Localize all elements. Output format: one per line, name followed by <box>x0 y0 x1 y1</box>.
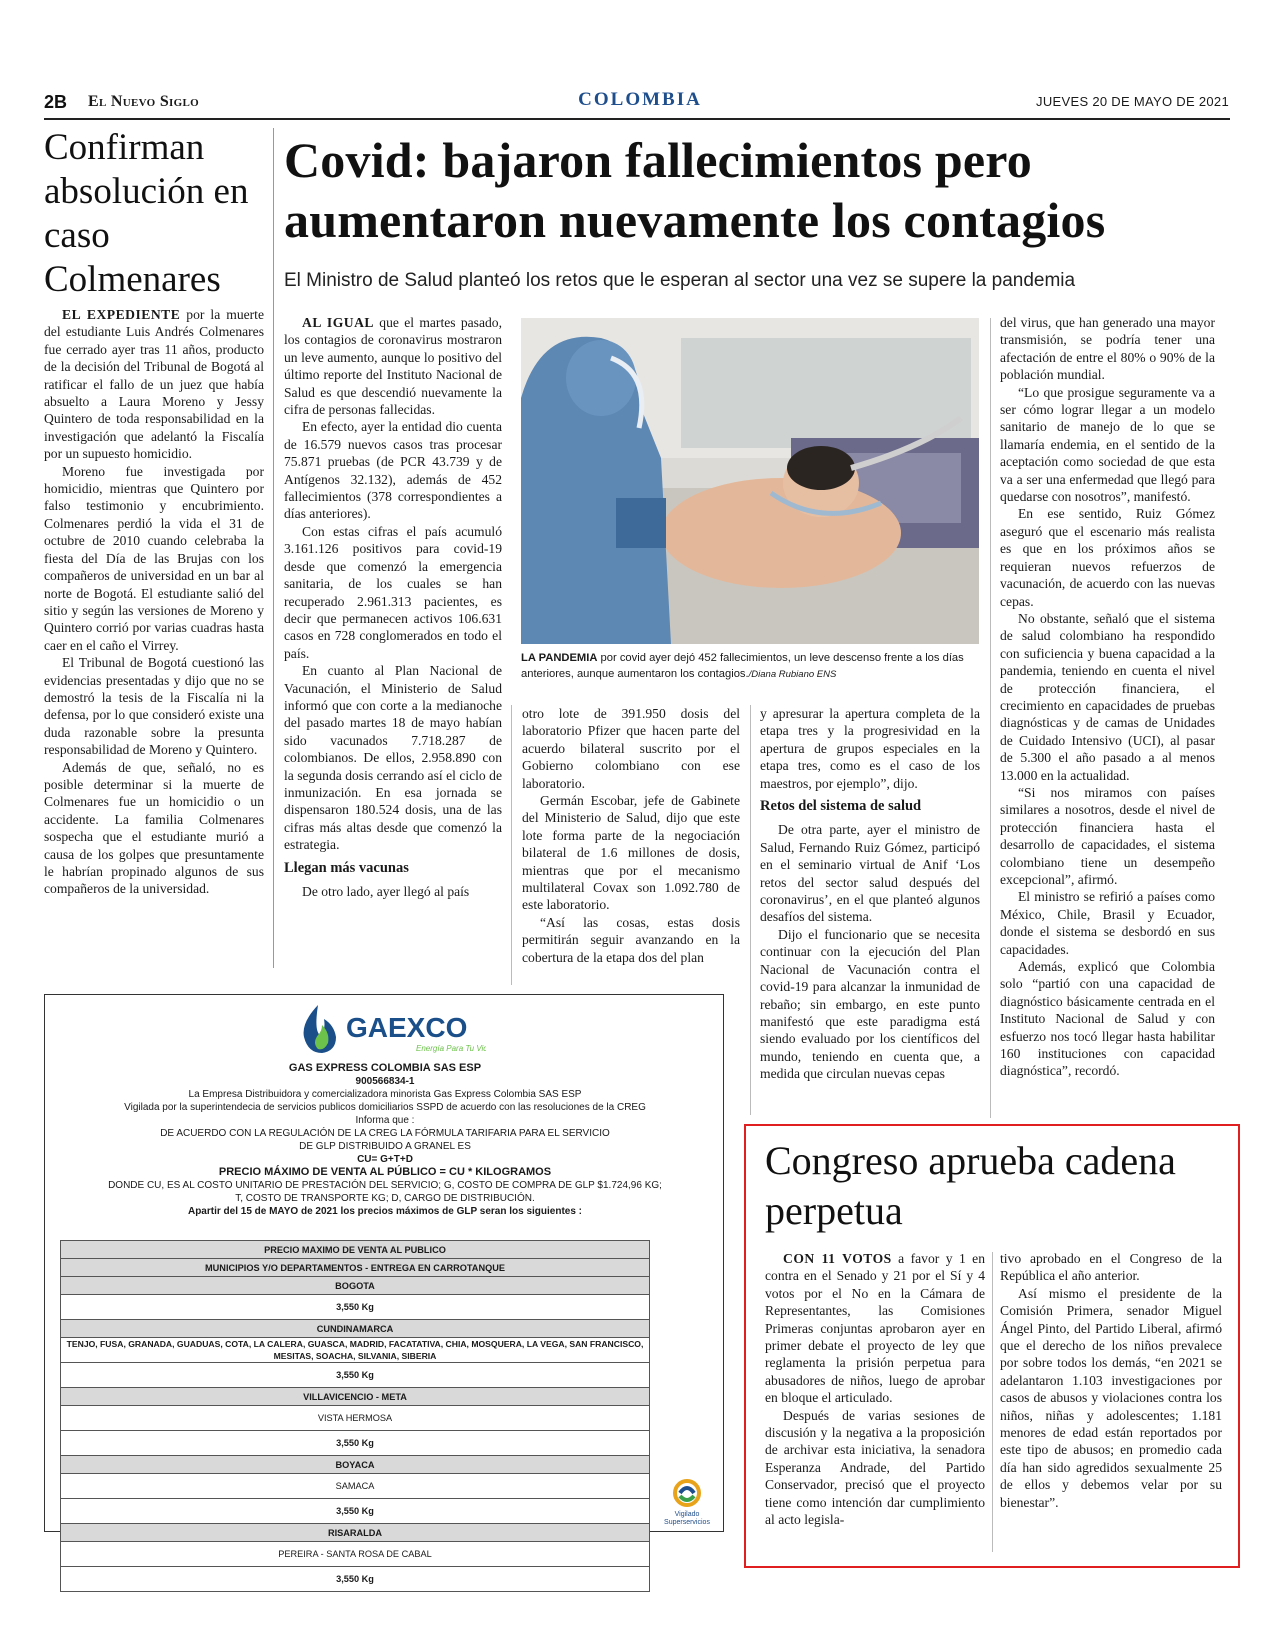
ad-price-formula: PRECIO MÁXIMO DE VENTA AL PÚBLICO = CU * KILOGRAMOS <box>218 1166 552 1178</box>
main-subhead-retos: Retos del sistema de salud <box>760 798 922 815</box>
main-c3-p2: De otra parte, ayer el ministro de Salud, Fernando Ruiz Gómez, participó en el seminario virtual de Anif ‘Los retos del sector salud después del coronavirus’, en el que planteó algunos desafíos del sistema. <box>760 822 980 925</box>
main-c1-p2: En efecto, ayer la entidad dio cuenta de 16.579 nuevos casos tras procesar 75.871 pruebas (de PCR 43.739 y de Antígenos 32.132), además de 452 fallecimientos (378 correspondientes a días anteriores). <box>284 419 502 522</box>
ad-formula: CU= G+T+D <box>357 1154 413 1165</box>
congreso-headline: Congreso aprueba cadena perpetua <box>765 1138 1176 1233</box>
photo-caption <box>521 650 981 683</box>
ad-company: GAS EXPRESS COLOMBIA SAS ESP <box>288 1062 482 1074</box>
ad-line: Apartir del 15 de MAYO de 2021 los precios máximos de GLP seran los siguientes : <box>187 1206 583 1217</box>
main-subhead-vacunas: Llegan más vacunas <box>284 859 409 876</box>
congreso-p3: tivo aprobado en el Congreso de la República el año anterior. <box>1000 1251 1222 1284</box>
main-c2-p1: otro lote de 391.950 dosis del laboratorio Pfizer que hacen parte del acuerdo bilateral suscrito por el Gobierno colombiano con ese laboratorio. <box>522 706 740 791</box>
congreso-column-2 <box>1000 1250 1222 1511</box>
ad-line: Vigilada por la superintendecia de servicios publicos domiciliarios SSPD de acuerdo con las resoluciones de la CREG <box>124 1102 646 1113</box>
page-number: 2B <box>44 92 68 112</box>
column-divider <box>750 705 751 1115</box>
main-c4-p6: El ministro se refirió a países como México, Chile, Brasil y Ecuador, donde el sistema se desbordó en sus capacidades. <box>1000 889 1215 957</box>
main-c1-p3: Con estas cifras el país acumuló 3.161.126 positivos para covid-19 desde que comenzó la emergencia sanitaria, de los cuales se han recuperado 2.961.313 pacientes, es decir que permanecen activos 106.631 casos en 728 conglomerados en todo el país. <box>284 523 502 661</box>
caption-credit: /Diana Rubiano ENS <box>748 669 837 680</box>
ad-tagline: Energía Para Tu Vida <box>416 1044 486 1053</box>
table-row: RISARALDA <box>61 1524 650 1542</box>
table-row: PEREIRA - SANTA ROSA DE CABAL <box>61 1542 650 1567</box>
main-column-4 <box>1000 314 1215 1080</box>
table-row: 3,550 Kg <box>61 1363 650 1388</box>
main-c3-p3: Dijo el funcionario que se necesita continuar con la ejecución del Plan Nacional de Vacunación contra el covid-19 para alcanzar la inmunidad de rebaño; sin embargo, en este punto manifestó que este paradigma está siendo evaluado por los científicos del mundo, teniendo en cuenta que, a medida que circulan nuevas cepas <box>760 926 980 1082</box>
table-row: SAMACA <box>61 1474 650 1499</box>
left-story-lead: EL EXPEDIENTE <box>62 307 181 322</box>
photo-illustration <box>521 318 979 644</box>
ad-header-text <box>60 1062 710 1218</box>
congreso-p4: Así mismo el presidente de la Comisión Primera, senador Miguel Ángel Pinto, del Partido Liberal, afirmó que el derecho de los niños prevalece por sobre todos los demás, “en 2021 se adelantaron 1.103 investigaciones por casos de abusos y violaciones contra los niños, niñas y adolescentes; 1.181 menores de edad están reportados por este tipo de abusos; en promedio cada día han sido agredidos sexualmente 25 de ellos y debemos velar por su bienestar”. <box>1000 1285 1222 1510</box>
main-c1-p5: De otro lado, ayer llegó al país <box>302 884 470 899</box>
congreso-p2: Después de varias sesiones de discusión y la negativa a la proposición de archivar esta iniciativa, la senadora Esperanza Andrade, del Partido Conservador, precisó que el proyecto tiene como intención dar cumplimiento al acto legisla- <box>765 1407 985 1528</box>
price-table <box>60 1240 650 1592</box>
table-row: 3,550 Kg <box>61 1295 650 1320</box>
table-header: MUNICIPIOS Y/O DEPARTAMENTOS - ENTREGA EN CARROTANQUE <box>61 1259 650 1277</box>
congreso-lead: CON 11 VOTOS <box>783 1251 892 1266</box>
column-divider <box>992 1252 993 1552</box>
issue-date: JUEVES 20 DE MAYO DE 2021 <box>1036 94 1229 109</box>
main-c1-p4: En cuanto al Plan Nacional de Vacunación, el Ministerio de Salud informó que con corte a la medianoche del pasado martes 18 de mayo habían sido vacunados 7.718.287 de colombianos. De ellos, 2.958.890 con la segunda dosis cerrando así el ciclo de inmunización. En esa jornada se dispensaron 180.524 dosis, una de las cifras más altas desde que comenzó la estrategia. <box>284 663 502 853</box>
newspaper-name: El Nuevo Siglo <box>88 93 199 110</box>
flame-icon <box>296 1001 486 1057</box>
table-row: VISTA HERMOSA <box>61 1406 650 1431</box>
column-divider <box>990 318 991 1118</box>
main-c2-p2: Germán Escobar, jefe de Gabinete del Ministerio de Salud, dijo que este lote forma parte de la negociación bilateral de 1.6 millones de dosis, mientras que por el mecanismo multilateral Covax son 1.092.780 de este laboratorio. <box>522 793 740 913</box>
main-lead: AL IGUAL <box>302 315 374 330</box>
table-row: 3,550 Kg <box>61 1499 650 1524</box>
ad-line: La Empresa Distribuidora y comercializadora minorista Gas Express Colombia SAS ESP <box>188 1089 582 1100</box>
ad-nit: 900566834-1 <box>355 1076 415 1087</box>
table-header: PRECIO MAXIMO DE VENTA AL PUBLICO <box>61 1241 650 1259</box>
main-c2-p3: “Así las cosas, estas dosis permitirán seguir avanzando en la cobertura de la etapa dos del plan <box>522 914 740 965</box>
column-divider <box>273 128 274 968</box>
table-row: TENJO, FUSA, GRANADA, GUADUAS, COTA, LA CALERA, GUASCA, MADRID, FACATATIVA, CHIA, MOSQUERA, LA VEGA, SAN FRANCISCO, MESITAS, SOACHA, SILVANIA, SIBERIA <box>61 1338 650 1363</box>
main-c4-p2: “Lo que prosigue seguramente va a ser cómo lograr llegar a un modelo sanitario de manejo de lo que se llamaría endemia, en el sentido de la aceptación como sociedad de que esta va a ser una enfermedad que llegó para quedarse con nosotros”, manifestó. <box>1000 384 1215 505</box>
table-row: VILLAVICENCIO - META <box>61 1388 650 1406</box>
ad-line: DE ACUERDO CON LA REGULACIÓN DE LA CREG LA FÓRMULA TARIFARIA PARA EL SERVICIO <box>160 1128 610 1139</box>
left-story-p4: Además de que, señaló, no es posible determinar si la muerte de Colmenares fue un homicidio o un accidente. La familia Colmenares sospecha que el estudiante murió a causa de los golpes que presuntamente le habrían propinado algunos de sus compañeros de la universidad. <box>44 759 264 897</box>
main-column-2 <box>522 705 740 966</box>
gaexco-logo <box>296 1001 486 1057</box>
caption-lead: LA PANDEMIA <box>521 652 598 664</box>
table-row: BOGOTA <box>61 1277 650 1295</box>
main-c4-p3: En ese sentido, Ruiz Gómez aseguró que el escenario más realista es que en los próximos años se requieran nuevos refuerzos de vacunación, de acuerdo con las nuevas cepas. <box>1000 506 1215 609</box>
congreso-column-1 <box>765 1250 985 1529</box>
main-c4-p7: Además, explicó que Colombia solo “partió con una capacidad de diagnóstico básicamente centrada en el Instituto Nacional de Salud y con esfuerzo nos tocó llegar hasta habilitar 160 instituciones con capacidad diagnóstica”, recordó. <box>1000 959 1215 1079</box>
table-row: CUNDINAMARCA <box>61 1320 650 1338</box>
vigilado-text: Vigilado Superservicios <box>664 1511 710 1526</box>
left-story-headline: Confirman absolución en caso Colmenares <box>44 127 249 300</box>
main-c1-p1: que el martes pasado, los contagios de coronavirus mostraron un leve aumento, aunque lo positivo del último reporte del Instituto Nacional de Salud es que descendió nuevamente la cifra de personas fallecidas. <box>284 315 502 418</box>
left-story-body <box>44 306 264 898</box>
column-divider <box>511 705 512 985</box>
congreso-p1: a favor y 1 en contra en el Senado y 21 por el Sí y 4 votos por el No en la Cámara de Representantes, las Comisiones Primeras conjuntas aprobaron ayer en primer debate el proyecto de ley que reglamenta la prisión perpetua para abusadores de niños, luego de aprobar en bloque el articulado. <box>765 1251 985 1406</box>
table-row: BOYACA <box>61 1456 650 1474</box>
main-c3-p1: y apresurar la apertura completa de la etapa tres y la progresividad en la apertura de grupos especiales en la etapa tres, como es el caso de los maestros, por ejemplo”, dijo. <box>760 706 980 791</box>
main-column-1 <box>284 314 502 900</box>
ad-brand-text: GAEXCO <box>346 1012 468 1043</box>
hospital-patient-photo <box>521 318 979 644</box>
main-c4-p5: “Si nos miramos con países similares a nosotros, desde el nivel de protección financiera hasta el desarrollo de capacidades, el sistema colombiano tiene un desempeño excepcional”, afirmó. <box>1000 784 1215 887</box>
superservicios-seal <box>658 1478 716 1527</box>
main-c4-p4: No obstante, señaló que el sistema de salud colombiano ha respondido con suficiencia y buena capacidad a la pandemia, teniendo en cuenta el nivel de protección financiera, el crecimiento en capacidades de pruebas diagnósticas y de camas de Unidades de Cuidado Intensivo (UCI), al pasar de 5.300 el año pasado a al menos 13.000 en la actualidad. <box>1000 610 1215 783</box>
main-headline: Covid: bajaron fallecimientos pero aumentaron nuevamente los contagios <box>284 132 1106 248</box>
table-row: 3,550 Kg <box>61 1431 650 1456</box>
caption-text: por covid ayer dejó 452 fallecimientos, un leve descenso frente a los días anteriores, aunque aumentaron los contagios. <box>521 652 964 680</box>
ad-line: DONDE CU, ES AL COSTO UNITARIO DE PRESTACIÓN DEL SERVICIO; G, COSTO DE COMPRA DE GLP $1.724,96 KG; <box>108 1180 662 1191</box>
header-rule <box>44 118 1230 120</box>
section-title: COLOMBIA <box>578 89 702 110</box>
main-column-3 <box>760 705 980 1083</box>
ad-line: DE GLP DISTRIBUIDO A GRANEL ES <box>299 1141 471 1152</box>
superservicios-logo-icon <box>672 1478 702 1508</box>
ad-line: Informa que : <box>355 1115 415 1126</box>
ad-line: T, COSTO DE TRANSPORTE KG; D, CARGO DE DISTRIBUCIÓN. <box>235 1193 535 1204</box>
left-story-p2: Moreno fue investigada por homicidio, mientras que Quintero por falso testimonio y encubrimiento. Colmenares perdió la vida el 31 de octubre de 2010 cuando celebraba la fiesta del Día de las Brujas con los compañeros de universidad en un bar al norte de Bogotá. El estudiante salió del sitio y según las versiones de Moreno y Quintero corrió por varias cuadras hasta caer en el caño el Virrey. <box>44 463 264 653</box>
main-subheadline: El Ministro de Salud planteó los retos que le esperan al sector una vez se supere la pandemia <box>284 270 1076 291</box>
left-story-p3: El Tribunal de Bogotá cuestionó las evidencias presentadas y dijo que no se demostró la tesis de la Fiscalía ni la defensa, por lo que consideró existe una duda razonable sobre la presunta responsabilidad de Moreno y Quintero. <box>44 655 264 758</box>
left-story-p1: por la muerte del estudiante Luis Andrés Colmenares fue cerrado ayer tras 11 años, producto de la decisión del Tribunal de Bogotá al ratificar el fallo de un juez que había absuelto a Laura Moreno y Jessy Quintero de toda responsabilidad en la investigación que adelantó la Fiscalía por un supuesto homicidio. <box>44 307 264 462</box>
table-row: 3,550 Kg <box>61 1567 650 1592</box>
main-c4-p1: del virus, que han generado una mayor transmisión, se podría tener una afectación de entre el 80% o 90% de la población mundial. <box>1000 315 1215 383</box>
